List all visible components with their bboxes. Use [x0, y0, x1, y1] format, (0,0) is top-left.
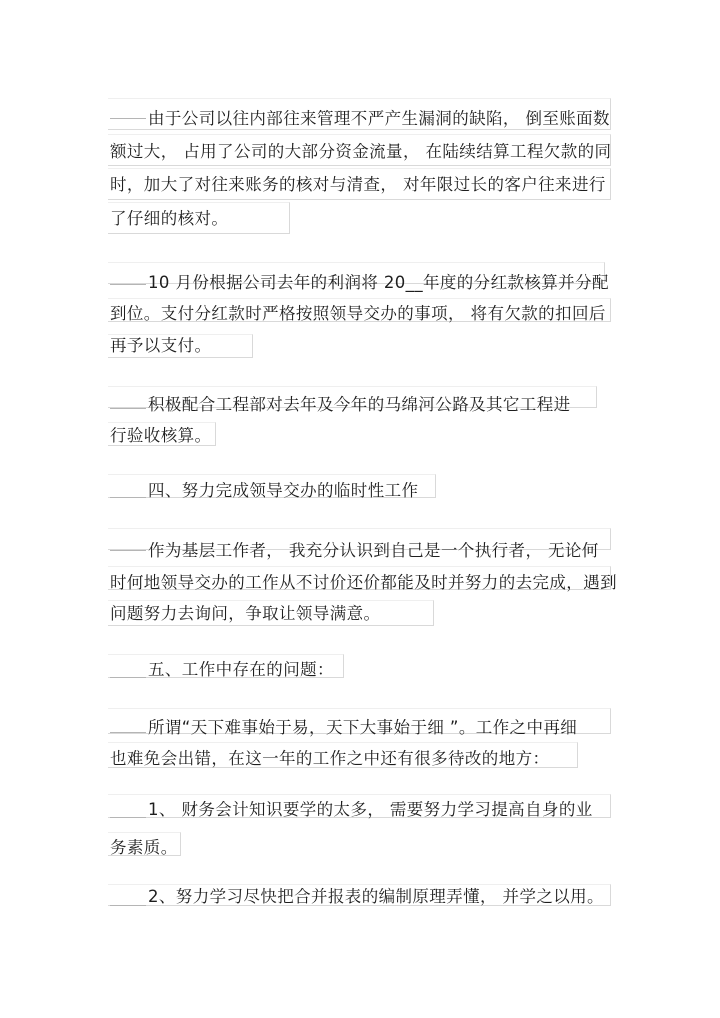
text-line: 务素质。 — [110, 838, 178, 857]
text-line: 所谓“天下难事始于易，天下大事始于细 ”。工作之中再细 — [148, 718, 578, 737]
text-line: 再予以支付。 — [110, 336, 212, 355]
text-line: 作为基层工作者， 我充分认识到自己是一个执行者， 无论何 — [148, 541, 599, 560]
text-line: 到位。支付分红款时严格按照领导交办的事项， 将有欠款的扣回后 — [110, 304, 606, 323]
text-line: 行验收核算。 — [110, 426, 212, 445]
text-line: 1、 财务会计知识要学的太多， 需要努力学习提高自身的业 — [148, 800, 593, 819]
text-line: 了仔细的核对。 — [110, 209, 229, 228]
text-line: 额过大， 占用了公司的大部分资金流量， 在陆续结算工程欠款的同 — [110, 142, 612, 161]
text-line: 10 月份根据公司去年的利润将 20__年度的分红款核算并分配 — [148, 273, 609, 292]
text-line: 时，加大了对往来账务的核对与清查， 对年限过长的客户往来进行 — [110, 175, 606, 194]
text-line: 由于公司以往内部往来管理不严产生漏洞的缺陷， 倒至账面数 — [148, 109, 610, 128]
text-line: 也难免会出错，在这一年的工作之中还有很多待改的地方： — [110, 749, 550, 768]
text-line: 积极配合工程部对去年及今年的马绵河公路及其它工程进 — [148, 395, 571, 414]
text-line: 2、努力学习尽快把合并报表的编制原理弄懂， 并学之以用。 — [148, 887, 604, 906]
section-heading: 四、努力完成领导交办的临时性工作 — [148, 481, 419, 500]
section-heading: 五、工作中存在的问题： — [148, 660, 334, 679]
text-line: 问题努力去询问，争取让领导满意。 — [110, 604, 381, 623]
text-line: 时何地领导交办的工作从不讨价还价都能及时并努力的去完成，遇到 — [110, 573, 617, 592]
